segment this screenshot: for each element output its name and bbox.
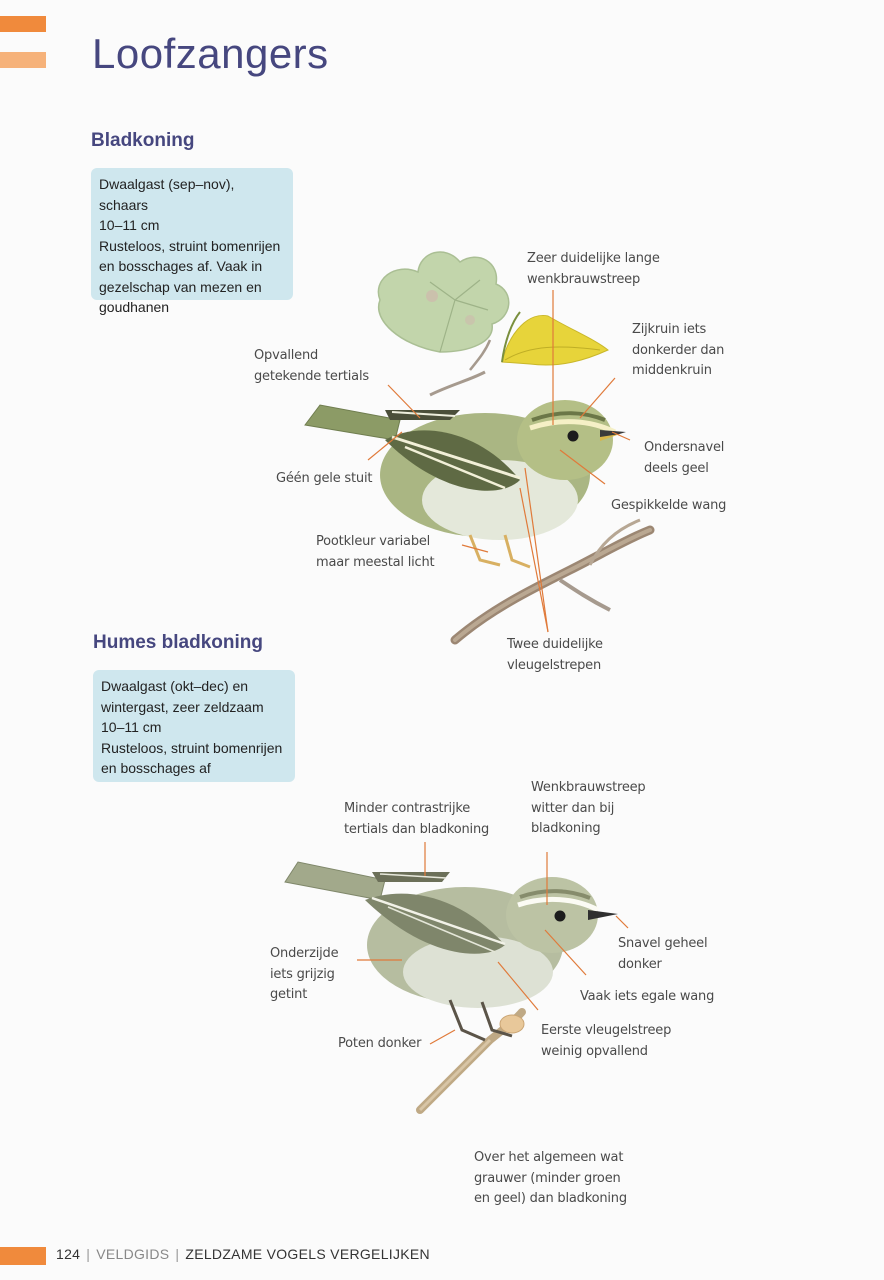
- label-tertials-2: Minder contrastrijke tertials dan bladkoning: [344, 801, 490, 837]
- leaf-green: [378, 252, 508, 352]
- bladkoning-illustration: [305, 252, 650, 640]
- footer-chapter: ZELDZAME VOGELS VERGELIJKEN: [185, 1246, 430, 1262]
- label-wingbars-1: Twee duidelijke vleugelstrepen: [507, 637, 603, 673]
- label-cheek-2: Vaak iets egale wang: [580, 989, 715, 1004]
- label-supercilium-1: Zeer duidelijke lange wenkbrauwstreep: [527, 251, 660, 287]
- info-line: en bosschages af. Vaak in: [99, 258, 263, 274]
- label-lower-mandible-1: Ondersnavel deels geel: [644, 440, 725, 476]
- species-title-humes-bladkoning: Humes bladkoning: [93, 632, 263, 653]
- footer-section: VELDGIDS: [96, 1246, 170, 1262]
- info-line: Rusteloos, struint bomenrijen: [99, 237, 281, 254]
- info-line: en bosschages af: [101, 760, 211, 776]
- label-bill-2: Snavel geheel donker: [618, 936, 708, 972]
- label-underparts-2: Onderzijde iets grijzig getint: [270, 946, 339, 1002]
- info-line: 10–11 cm: [101, 719, 162, 735]
- page-footer: [56, 1246, 430, 1262]
- info-line: Dwaalgast (okt–dec) en: [101, 678, 249, 694]
- footer-separator: |: [86, 1246, 91, 1262]
- info-line: Dwaalgast (sep–nov), schaars: [99, 176, 235, 213]
- label-legs-2: Poten donker: [338, 1036, 422, 1051]
- label-rump-1: Géén gele stuit: [276, 471, 373, 486]
- branch-2: [420, 1012, 524, 1110]
- label-wingbar-2: Eerste vleugelstreep weinig opvallend: [541, 1023, 672, 1059]
- label-supercilium-2: Wenkbrauwstreep witter dan bij bladkoning: [531, 780, 646, 836]
- footer-separator: |: [175, 1246, 180, 1262]
- label-overall-2: Over het algemeen wat grauwer (minder groen en geel) dan bladkoning: [474, 1150, 627, 1206]
- accent-bar-bottom: [0, 1247, 46, 1265]
- info-line: 10–11 cm: [99, 217, 160, 233]
- info-line: wintergast, zeer zeldzaam: [101, 698, 264, 715]
- info-line: goudhanen: [99, 299, 170, 315]
- info-line: gezelschap van mezen en: [99, 278, 262, 295]
- label-legs-1: Pootkleur variabel maar meestal licht: [316, 534, 435, 570]
- label-tertials-1: Opvallend getekende tertials: [254, 348, 369, 384]
- label-cheek-1: Gespikkelde wang: [611, 498, 727, 513]
- info-line: Rusteloos, struint bomenrijen: [101, 739, 283, 756]
- page-number: 124: [56, 1246, 81, 1262]
- page-title: Loofzangers: [92, 30, 329, 77]
- leaf-yellow: [502, 312, 608, 365]
- label-crown-1: Zijkruin iets donkerder dan middenkruin: [632, 322, 725, 378]
- species-title-bladkoning: Bladkoning: [91, 130, 195, 151]
